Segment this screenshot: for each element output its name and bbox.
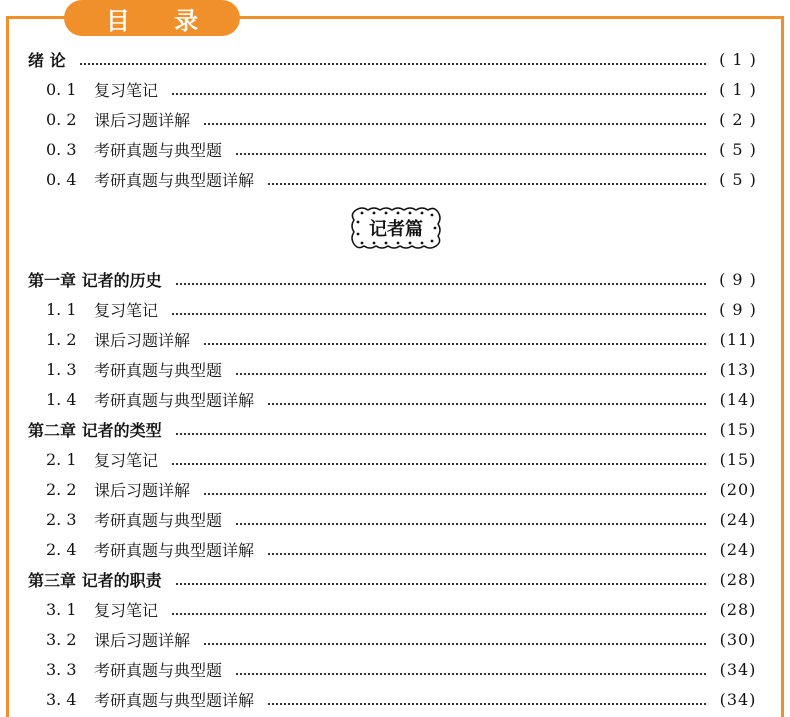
toc-section-row[interactable] [0,384,790,414]
dot-leader [204,491,706,495]
toc-entry-label: 复习笔记 [94,80,159,100]
toc-entry-label: 第三章 记者的职责 [28,570,162,590]
toc-section-number: 2. 2 [46,479,77,499]
toc-chapter-row[interactable] [0,564,790,594]
toc-page-number: ( 5 ) [719,169,757,189]
toc-page-number: (11) [719,329,757,349]
toc-section-row[interactable] [0,504,790,534]
dot-leader [172,461,706,465]
toc-section-number: 0. 1 [46,79,77,99]
toc-page-number: (15) [719,419,757,439]
toc-page-number: ( 9 ) [719,299,757,319]
dot-leader [236,521,706,525]
toc-section-row[interactable] [0,474,790,504]
toc-title-tab [64,0,240,36]
toc-entry-label: 复习笔记 [94,300,159,320]
dot-leader [236,671,706,675]
dot-leader [172,611,706,615]
dot-leader [268,181,706,185]
toc-page-number: ( 9 ) [719,269,757,289]
toc-page-number: (24) [719,509,757,529]
toc-entry-label: 课后习题详解 [94,330,191,350]
toc-entry-label: 考研真题与典型题 [94,510,223,530]
dot-leader [204,121,706,125]
toc-entry-label: 复习笔记 [94,450,159,470]
dot-leader [268,701,706,705]
toc-entry-label: 考研真题与典型题 [94,360,223,380]
dot-leader [80,61,706,65]
dot-leader [204,341,706,345]
toc-chapter-row[interactable] [0,264,790,294]
toc-entry-label: 课后习题详解 [94,480,191,500]
toc-page-number: (34) [719,689,757,709]
toc-page-number: (28) [719,569,757,589]
dot-leader [236,371,706,375]
toc-section-number: 1. 4 [46,389,77,409]
toc-section-number: 0. 2 [46,109,77,129]
dot-leader [176,281,706,285]
toc-entry-label: 考研真题与典型题详解 [94,690,255,710]
toc-entry-label: 考研真题与典型题详解 [94,540,255,560]
toc-section-number: 1. 1 [46,299,77,319]
toc-entry-label: 考研真题与典型题详解 [94,170,255,190]
toc-page-number: (28) [719,599,757,619]
toc-page-number: ( 1 ) [719,49,757,69]
toc-section-row[interactable] [0,324,790,354]
toc-entry-label: 第一章 记者的历史 [28,270,162,290]
toc-entry-label: 考研真题与典型题 [94,140,223,160]
toc-page-number: ( 5 ) [719,139,757,159]
toc-page-number: (15) [719,449,757,469]
toc-section-row[interactable] [0,104,790,134]
toc-section-number: 0. 4 [46,169,77,189]
section-badge [350,206,442,250]
toc-chapter-row[interactable] [0,44,790,74]
toc-section-number: 3. 2 [46,629,77,649]
toc-section-row[interactable] [0,624,790,654]
toc-entry-label: 复习笔记 [94,600,159,620]
toc-page-number: (24) [719,539,757,559]
toc-page-number: (30) [719,629,757,649]
toc-section-row[interactable] [0,534,790,564]
toc-section-number: 1. 3 [46,359,77,379]
toc-section-row[interactable] [0,134,790,164]
toc-section-number: 3. 4 [46,689,77,709]
toc-page-number: ( 2 ) [719,109,757,129]
toc-section-number: 2. 4 [46,539,77,559]
dot-leader [204,641,706,645]
toc-section-row[interactable] [0,164,790,194]
dot-leader [268,551,706,555]
toc-section-number: 2. 1 [46,449,77,469]
toc-entry-label: 考研真题与典型题详解 [94,390,255,410]
toc-entry-label: 第二章 记者的类型 [28,420,162,440]
toc-entry-label: 课后习题详解 [94,630,191,650]
toc-page-number: (14) [719,389,757,409]
dot-leader [236,151,706,155]
toc-section-number: 2. 3 [46,509,77,529]
dot-leader [268,401,706,405]
toc-section-number: 1. 2 [46,329,77,349]
toc-entry-label: 绪 论 [28,50,66,70]
toc-chapter-row[interactable] [0,414,790,444]
toc-section-number: 3. 1 [46,599,77,619]
toc-section-number: 3. 3 [46,659,77,679]
toc-page-number: (20) [719,479,757,499]
toc-section-row[interactable] [0,74,790,104]
section-title: 记者篇 [369,219,423,240]
toc-section-row[interactable] [0,684,790,714]
toc-entry-label: 考研真题与典型题 [94,660,223,680]
dot-leader [176,431,706,435]
toc-entry-label: 课后习题详解 [94,110,191,130]
toc-section-row[interactable] [0,654,790,684]
toc-section-row[interactable] [0,354,790,384]
toc-page-number: (34) [719,659,757,679]
dot-leader [172,91,706,95]
toc-page-number: ( 1 ) [719,79,757,99]
dot-leader [172,311,706,315]
toc-page-number: (13) [719,359,757,379]
toc-section-number: 0. 3 [46,139,77,159]
toc-section-row[interactable] [0,444,790,474]
toc-section-row[interactable] [0,294,790,324]
toc-title: 目 录 [105,6,217,35]
dot-leader [176,581,706,585]
toc-section-row[interactable] [0,594,790,624]
